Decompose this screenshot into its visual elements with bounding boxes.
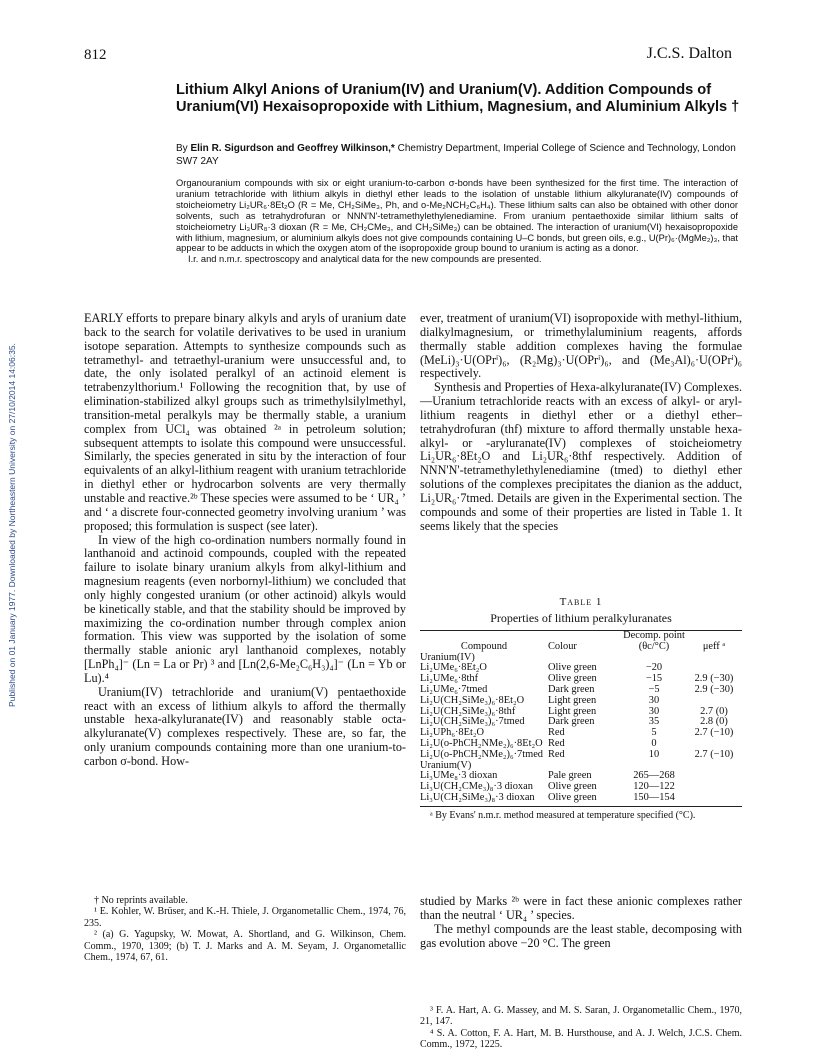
- table-1: [420, 596, 742, 821]
- body-column-right: [420, 312, 742, 534]
- cell-colour: Pale green: [548, 770, 592, 782]
- page-number: 812: [84, 47, 107, 63]
- table-footnote: ᵃ By Evans' n.m.r. method measured at temperature specified (°C).: [430, 809, 696, 821]
- cell-colour: Dark green: [548, 716, 595, 728]
- cell-compound: Li₃U(CH₂CMe₃)₈·3 dioxan: [420, 781, 533, 793]
- cell-compound: Li₂U(CH₂SiMe₃)₆·8thf: [420, 705, 516, 717]
- cell-decomp: 0: [651, 737, 657, 749]
- cell-compound: Li₂UPh₆·8Et₂O: [420, 727, 484, 739]
- cell-colour: Red: [548, 748, 565, 760]
- footnote: ³ F. A. Hart, A. G. Massey, and M. S. Saran, J. Organometallic Chem., 1970, 21, 147.: [420, 1005, 742, 1028]
- cell-decomp: 5: [651, 727, 657, 739]
- footnote: ² (a) G. Yagupsky, W. Mowat, A. Shortland, and G. Wilkinson, Chem. Comm., 1970, 1309; (b) T. J. Marks and A. M. Seyam, J. Organometallic Chem., 1974, 67, 61.: [84, 929, 406, 964]
- cell-decomp: 30: [648, 705, 660, 717]
- table-row: [420, 750, 742, 761]
- cell-colour: Olive green: [548, 791, 597, 803]
- cell-colour: Red: [548, 737, 565, 749]
- footnote: ¹ E. Kohler, W. Brüser, and K.-H. Thiele, J. Organometallic Chem., 1974, 76, 235.: [84, 906, 406, 929]
- journal-name: J.C.S. Dalton: [646, 45, 732, 62]
- cell-decomp: −5: [648, 683, 660, 695]
- abstract-paragraph: I.r. and n.m.r. spectroscopy and analytical data for the new compounds are presented.: [188, 254, 542, 265]
- table-row: [420, 793, 742, 804]
- body-paragraph: ever, treatment of uranium(VI) isopropoxide with methyl-lithium, dialkylmagnesium, or trimethylaluminium reagents, affords thermally stable addition complexes having the formulae (MeLi)₃·U(OPrⁱ)₆, (R₂Mg)₃·U(OPrⁱ)₆, and (Me₃Al)₆·U(OPrⁱ)₆ respectively.: [420, 311, 742, 381]
- cell-compound: Li₂U(o-PhCH₂NMe₂)₆·8Et₂O: [420, 737, 543, 749]
- abstract-paragraph: Organouranium compounds with six or eight uranium-to-carbon σ-bonds have been synthesized for the first time. The interaction of uranium tetrachloride with lithium alkyls in diethyl ether leads to the isolation of unstable lithium alkyluranate(IV) compounds of stoicheiometry Li₂UR₆·8Et₂O (R = Me, CH₂SiMe₃, Ph, and o-Me₂NCH₂C₆H₄). These lithium salts can also be obtained with other donor solvents, such as tetrahydrofuran or NNN'N'-tetramethylethylenediamine. From uranium pentaethoxide similar lithium salts of stoicheiometry Li₃UR₈·3 dioxan (R = Me, CH₂CMe₃, and CH₂SiMe₃) can be obtained. The interaction of uranium(VI) hexaisopropoxide with lithium, magnesium, or aluminium alkyls does not give compounds containing U–C bonds, but green oils, e.g., U(Pr)₆·(MgMe₂)₃, that appear to be adducts in which the oxygen atom of the isopropoxide group bound to uranium is acting as a donor.: [176, 178, 738, 254]
- cell-mu: [686, 696, 742, 707]
- cell-colour: Olive green: [548, 673, 597, 685]
- cell-compound: Li₃UMe₈·3 dioxan: [420, 770, 498, 782]
- table-caption: Table 1: [559, 596, 603, 608]
- table-row: [420, 696, 742, 707]
- cell-colour: Dark green: [548, 683, 595, 695]
- col-header-colour: Colour: [548, 640, 577, 652]
- body-column-right-continued: [420, 895, 742, 950]
- cell-compound: Li₂UMe₆·8thf: [420, 673, 479, 685]
- table-group-label: Uranium(V): [420, 759, 472, 771]
- table-group-label: Uranium(IV): [420, 651, 475, 663]
- footnotes-right: [420, 1005, 742, 1051]
- properties-table: [420, 630, 742, 807]
- cell-compound: Li₂U(CH₂SiMe₃)₆·7tmed: [420, 716, 525, 728]
- cell-decomp: −20: [645, 662, 663, 674]
- cell-colour: Olive green: [548, 662, 597, 674]
- body-paragraph: Uranium(IV) tetrachloride and uranium(V) pentaethoxide react with an excess of lithium alkyls to afford the thermally unstable hexa-alkyluranate(IV) and reasonably stable octa-alkyluranate(V) complexes respectively. These are, so far, the only uranium compounds containing more than one uranium-to-carbon σ-bond. How-: [84, 684, 406, 768]
- cell-decomp: 120—122: [633, 781, 675, 793]
- body-paragraph: The methyl compounds are the least stable, decomposing with gas evolution above −20 °C. The green: [420, 921, 742, 950]
- body-paragraph: studied by Marks ²ᵇ were in fact these anionic complexes rather than the neutral ‘ UR₄ ’ species.: [420, 894, 742, 922]
- body-column-left: [84, 312, 406, 769]
- col-header-decomp: Decomp. point (θc/°C): [623, 630, 685, 652]
- cell-mu: 2.9 (−30): [694, 673, 734, 685]
- cell-colour: Light green: [548, 705, 597, 717]
- footnote: † No reprints available.: [94, 895, 188, 906]
- authors: Elin R. Sigurdson and Geoffrey Wilkinson,*: [190, 143, 395, 154]
- article-title: Lithium Alkyl Anions of Uranium(IV) and Uranium(V). Addition Compounds of Uranium(VI) Hexaisopropoxide with Lithium, Magnesium, and Aluminium Alkyls †: [176, 82, 740, 115]
- table-title: Properties of lithium peralkyluranates: [490, 611, 672, 625]
- download-notice: Published on 01 January 1977. Downloaded by Northeastern University on 27/10/2014 14:06:35.: [7, 343, 17, 707]
- cell-decomp: 10: [648, 748, 660, 760]
- cell-decomp: −15: [645, 673, 663, 685]
- cell-mu: [686, 793, 742, 804]
- side-strip: [0, 0, 20, 1055]
- cell-decomp: 150—154: [633, 791, 675, 803]
- cell-decomp: 30: [648, 694, 660, 706]
- cell-mu: 2.9 (−30): [694, 683, 734, 695]
- affiliation: Chemistry Department, Imperial College of Science and Technology, London SW7 2AY: [176, 143, 736, 167]
- by-label: By: [176, 143, 188, 154]
- body-paragraph: In view of the high co-ordination numbers normally found in lanthanoid and actinoid compounds, coupled with the repeated failure to isolate binary uranium alkyls from alkyl-lithium and magnesium reagents (even norbornyl-lithium) we concluded that only highly congested uranium (or other actinoid) alkyls would be kinetically stable, and that the stability should be improved by maximizing the co-ordination number through complex anion formation. This view was supported by the isolation of some thermally stable anionic aryl lanthanoid complexes, notably [LnPh₄]⁻ (Ln = La or Pr) ³ and [Ln(2,6-Me₂C₆H₃)₄]⁻ (Ln = Yb or Lu).⁴: [84, 532, 406, 685]
- cell-colour: Olive green: [548, 781, 597, 793]
- cell-colour: Red: [548, 727, 565, 739]
- abstract: [176, 178, 738, 265]
- cell-compound: Li₂UMe₆·8Et₂O: [420, 662, 487, 674]
- cell-mu: [686, 771, 742, 782]
- footnote: ⁴ S. A. Cotton, F. A. Hart, M. B. Hursthouse, and A. J. Welch, J.C.S. Chem. Comm., 1972, 1225.: [420, 1027, 742, 1051]
- cell-mu: [686, 782, 742, 793]
- col-header-compound: Compound: [460, 640, 508, 652]
- cell-colour: Light green: [548, 694, 597, 706]
- author-line: [176, 143, 744, 168]
- cell-mu: 2.7 (−10): [694, 727, 734, 739]
- body-paragraph: EARLY efforts to prepare binary alkyls and aryls of uranium date back to the search for volatile derivatives to be used in uranium isotope separation. Attempts to synthesize compounds such as tetramethyl- and tetraethyl-uranium were unsuccessful and, to date, the only isolated peralkyl of an actinoid element is tetrabenzylthorium.¹ Following the recognition that, by use of elimination-stabilized alkyl groups such as trimethylsilylmethyl, transition-metal peralkyls may be thermally stable, a uranium complex from UCl₄ was obtained ²ᵃ in petroleum solution; subsequent attempts to isolate this compound were unsuccessful. Similarly, the species generated in situ by the interaction of four equivalents of an alkyl-lithium reagent with uranium tetrachloride in diethyl ether or hydrocarbon solvents are very thermally unstable and reactive.²ᵇ These species were assumed to be ‘ UR₄ ’ and ‘ a discrete four-connected geometry involving uranium ’ was proposed; this formulation is suspect (see later).: [84, 311, 406, 533]
- cell-compound: Li₂UMe₆·7tmed: [420, 683, 488, 695]
- cell-mu: 2.7 (−10): [694, 748, 734, 760]
- cell-decomp: 265—268: [633, 770, 675, 782]
- col-header-mu: μeff ᵃ: [702, 640, 726, 652]
- body-paragraph: Synthesis and Properties of Hexa-alkyluranate(IV) Complexes.—Uranium tetrachloride reacts with an excess of alkyl- or aryl-lithium reagents in diethyl ether or a diethyl ether–tetrahydrofuran (thf) mixture to afford thermally unstable hexa-alkyl- or -aryluranate(IV) complexes of stoicheiometry Li₂UR₆·8Et₂O and Li₂UR₆·8thf respectively. Addition of NNN'N'-tetramethylethylenediamine (tmed) to diethyl ether solutions of the complexes precipitates the dianion as the adduct, Li₂UR₆·7tmed. Details are given in the Experimental section. The compounds and some of their properties are listed in Table 1. It seems likely that the species: [420, 380, 742, 533]
- cell-compound: Li₂U(o-PhCH₂NMe₂)₆·7tmed: [420, 748, 543, 760]
- cell-compound: Li₂U(CH₂SiMe₃)₆·8Et₂O: [420, 694, 525, 706]
- footnotes-left: [84, 895, 406, 963]
- cell-decomp: 35: [648, 716, 660, 728]
- cell-mu: 2.7 (0): [700, 705, 728, 717]
- cell-compound: Li₃U(CH₂SiMe₃)₈·3 dioxan: [420, 791, 535, 803]
- cell-mu: 2.8 (0): [700, 716, 728, 728]
